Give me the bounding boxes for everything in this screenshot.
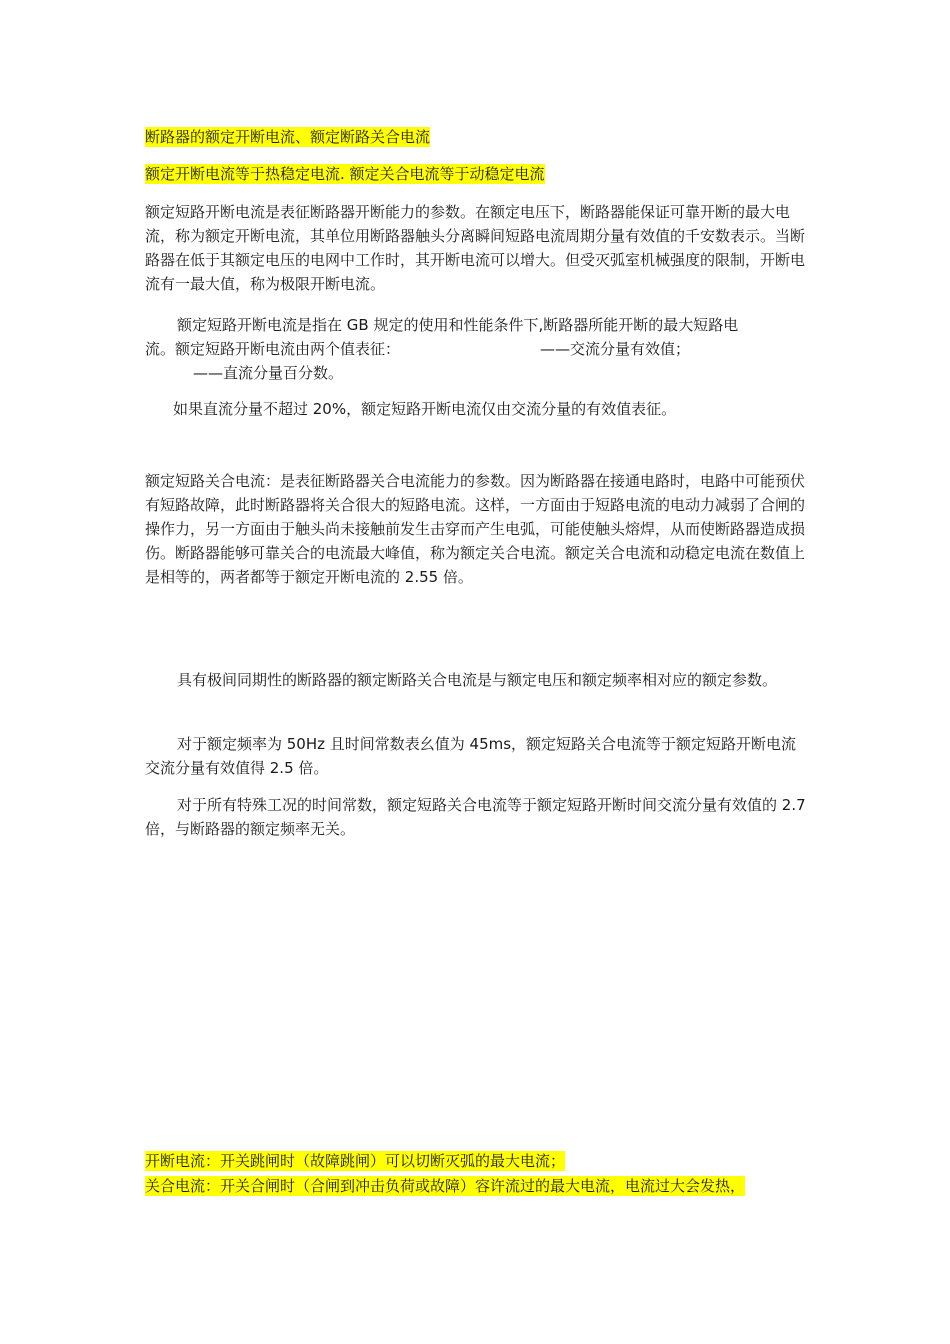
p2-ac-component: ——交流分量有效值； bbox=[540, 340, 691, 358]
paragraph-special-conditions: 对于所有特殊工况的时间常数，额定短路关合电流等于额定短路开断时间交流分量有效值的 2.7 倍，与断路器的额定频率无关。 bbox=[145, 796, 806, 838]
p2-dc-component: ——直流分量百分数。 bbox=[193, 364, 344, 382]
paragraph-rated-breaking-current-definition: 额定短路开断电流是表征断路器开断能力的参数。在额定电压下，断路器能保证可靠开断的最大电流，称为额定开断电流，其单位用断路器触头分离瞬间短路电流周期分量有效值的千安数表示。当断路器在低于其额定电压的电网中工作时，其开断电流可以增大。但受灭弧室机械强度的限制，开断电流有一最大值，称为极限开断电流。 bbox=[145, 203, 806, 293]
heading-equivalence-statement: 额定开断电流等于热稳定电流. 额定关合电流等于动稳定电流 bbox=[145, 165, 545, 183]
footer-breaking-current-note: 开断电流：开关跳闸时（故障跳闸）可以切断灭弧的最大电流； bbox=[145, 1152, 566, 1170]
p2-line-2-text: 流。额定短路开断电流由两个值表征： bbox=[145, 340, 401, 358]
heading-rated-breaking-making-current: 断路器的额定开断电流、额定断路关合电流 bbox=[145, 128, 431, 146]
paragraph-dc-component-note: 如果直流分量不超过 20%，额定短路开断电流仅由交流分量的有效值表征。 bbox=[173, 400, 677, 418]
paragraph-50hz-time-constant: 对于额定频率为 50Hz 且时间常数表幺值为 45ms，额定短路关合电流等于额定短路开断电流交流分量有效值得 2.5 倍。 bbox=[145, 735, 797, 777]
paragraph-rated-breaking-current-gb bbox=[145, 313, 810, 385]
footer-making-current-note: 关合电流：开关合闸时（合闸到冲击负荷或故障）容许流过的最大电流，电流过大会发热， bbox=[145, 1177, 746, 1195]
p2-line-2 bbox=[145, 337, 810, 361]
p2-line-1: 额定短路开断电流是指在 GB 规定的使用和性能条件下,断路器所能开断的最大短路电 bbox=[177, 316, 739, 334]
paragraph-rated-making-current-definition: 额定短路关合电流：是表征断路器关合电流能力的参数。因为断路器在接通电路时，电路中可能预伏有短路故障，此时断路器将关合很大的短路电流。这样，一方面由于短路电流的电动力减弱了合闸的操作力，另一方面由于触头尚未接触前发生击穿而产生电弧，可能使触头熔焊，从而使断路器造成损伤。断路器能够可靠关合的电流最大峰值，称为额定关合电流。额定关合电流和动稳定电流在数值上是相等的，两者都等于额定开断电流的 2.55 倍。 bbox=[145, 472, 806, 586]
paragraph-pole-synchronism: 具有极间同期性的断路器的额定断路关合电流是与额定电压和额定频率相对应的额定参数。 bbox=[177, 671, 778, 689]
